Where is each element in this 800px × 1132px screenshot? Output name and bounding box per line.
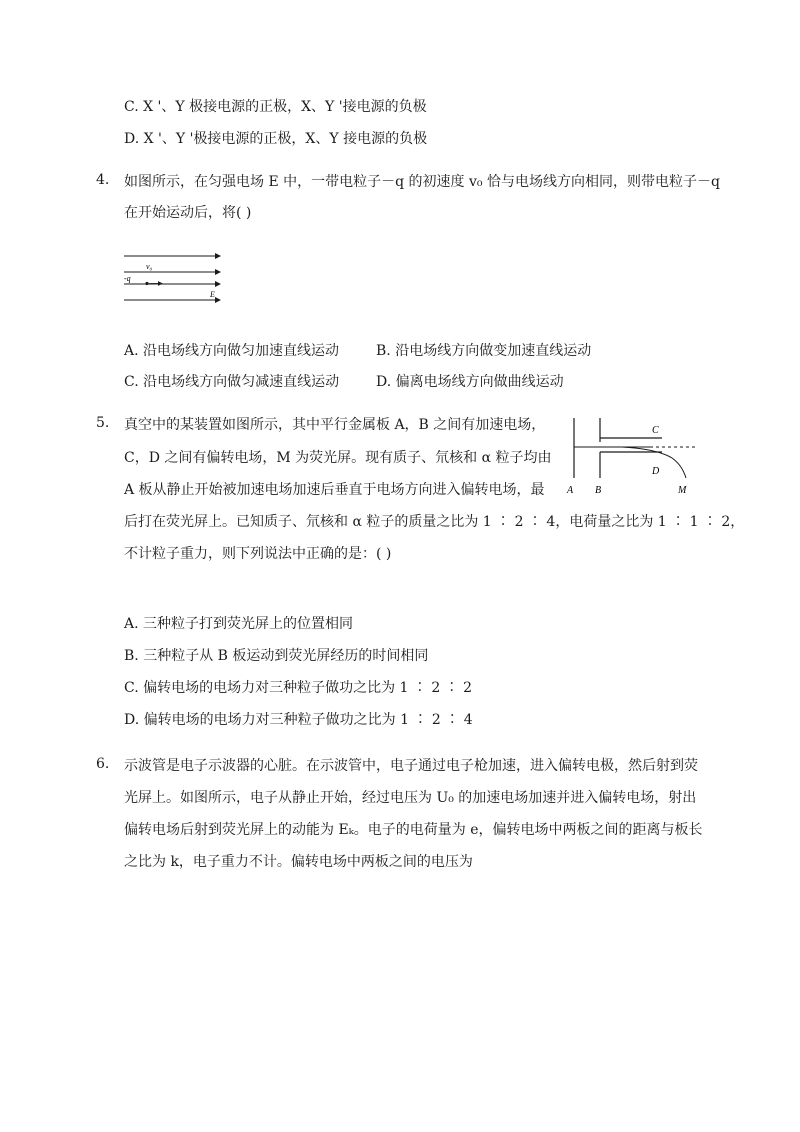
q5-stem-line5: 不计粒子重力，则下列说法中正确的是：( ): [124, 546, 392, 562]
q3-option-d: D. X '、Y '极接电源的正极，X、Y 接电源的负极: [124, 131, 428, 147]
q4-stem-line2: 在开始运动后，将( ): [124, 205, 252, 221]
q5-stem-line1: 真空中的某装置如图所示，其中平行金属板 A，B 之间有加速电场，: [124, 417, 546, 433]
particle-dot: [145, 282, 148, 285]
label-b: B: [595, 485, 602, 496]
label-c: C: [652, 425, 659, 436]
label-a: A: [567, 485, 574, 496]
q4-number: 4.: [96, 172, 110, 188]
q5-option-d: D. 偏转电场的电场力对三种粒子做功之比为 1 ∶ 2 ∶ 4: [124, 712, 473, 728]
q5-option-c: C. 偏转电场的电场力对三种粒子做功之比为 1 ∶ 2 ∶ 2: [124, 680, 473, 696]
q5-number: 5.: [96, 415, 110, 431]
q4-option-b: B. 沿电场线方向做变加速直线运动: [376, 343, 592, 359]
q6-stem-line1: 示波管是电子示波器的心脏。在示波管中，电子通过电子枪加速，进入偏转电极，然后射到荧: [124, 758, 698, 774]
q4-stem-line1: 如图所示，在匀强电场 E 中，一带电粒子－q 的初速度 v₀ 恰与电场线方向相同，则带电粒子－q: [124, 174, 720, 190]
q4-option-a: A. 沿电场线方向做匀加速直线运动: [124, 343, 340, 359]
q6-stem-line3: 偏转电场后射到荧光屏上的动能为 Eₖ。电子的电荷量为 e，偏转电场中两板之间的距离与板长: [124, 822, 703, 838]
q5-apparatus-figure: [562, 412, 702, 498]
q4-option-c: C. 沿电场线方向做匀减速直线运动: [124, 374, 340, 390]
q5-stem-line3: A 板从静止开始被加速电场加速后垂直于电场方向进入偏转电场，最: [124, 482, 545, 498]
velocity-label: v₀: [146, 262, 153, 271]
q6-number: 6.: [96, 756, 110, 772]
field-label: E: [210, 290, 215, 299]
q5-option-a: A. 三种粒子打到荧光屏上的位置相同: [124, 616, 354, 632]
q4-field-figure: [118, 248, 228, 308]
q6-stem-line4: 之比为 k，电子重力不计。偏转电场中两板之间的电压为: [124, 854, 473, 870]
charge-label: -q: [124, 274, 131, 283]
q5-stem-line2: C，D 之间有偏转电场，M 为荧光屏。现有质子、氘核和 α 粒子均由: [124, 450, 552, 466]
q3-option-c: C. X '、Y 极接电源的正极，X、Y '接电源的负极: [124, 99, 427, 115]
label-m: M: [678, 485, 687, 496]
q5-option-b: B. 三种粒子从 B 板运动到荧光屏经历的时间相同: [124, 648, 429, 664]
q4-option-d: D. 偏离电场线方向做曲线运动: [376, 374, 564, 390]
q5-stem-line4: 后打在荧光屏上。已知质子、氘核和 α 粒子的质量之比为 1 ∶ 2 ∶ 4，电荷量之比为 1 ∶ 1 ∶ 2，: [124, 514, 745, 530]
label-d: D: [652, 466, 660, 477]
q6-stem-line2: 光屏上。如图所示，电子从静止开始，经过电压为 U₀ 的加速电场加速并进入偏转电场，射出: [124, 790, 697, 806]
